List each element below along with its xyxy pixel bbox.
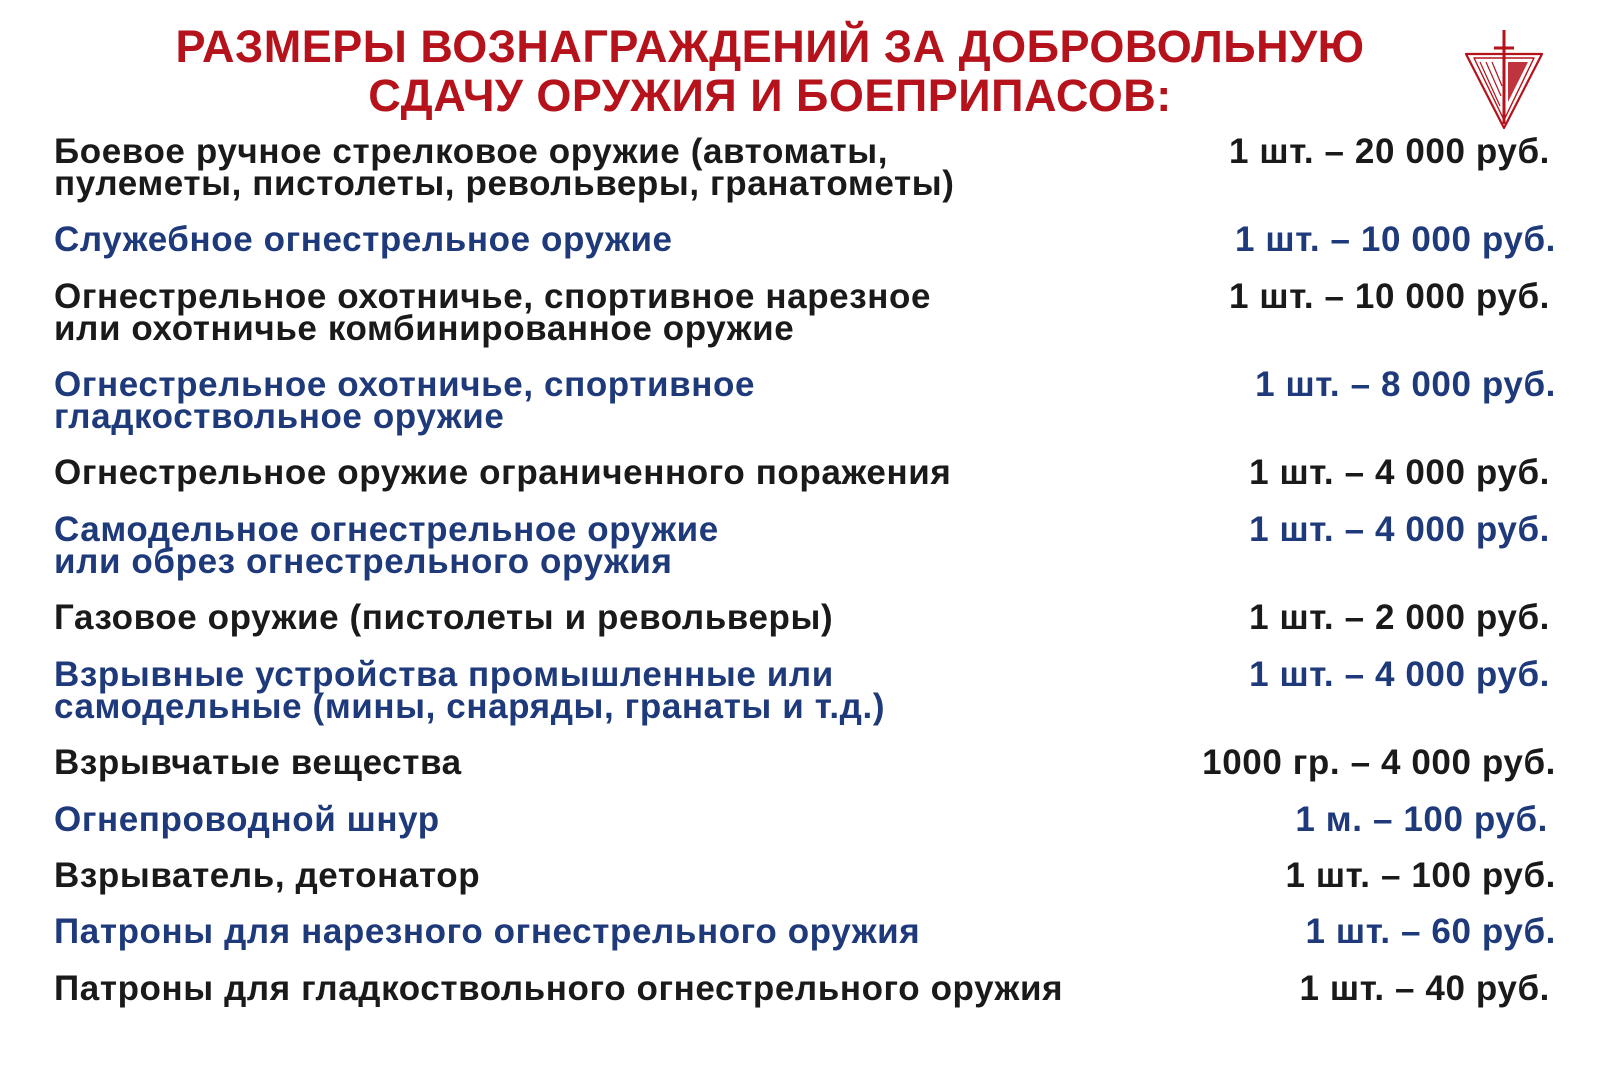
item-name-line-2: гладкоствольное оружие bbox=[54, 397, 505, 436]
item-name bbox=[54, 598, 1174, 637]
item-price: 1 шт. – 10 000 руб. bbox=[1229, 277, 1550, 316]
item-name-line-1: Взрывные устройства промышленные или bbox=[54, 655, 834, 694]
item-price: 1 шт. – 4 000 руб. bbox=[1249, 655, 1550, 694]
item-name bbox=[54, 655, 1174, 726]
item-price: 1 шт. – 60 руб. bbox=[1305, 912, 1556, 951]
item-name-line-1: Огнестрельное охотничье, спортивное нарезное bbox=[54, 277, 932, 316]
item-name bbox=[54, 743, 1174, 782]
item-name bbox=[54, 220, 1174, 259]
item-name bbox=[54, 800, 1174, 839]
item-name-line-2: пулеметы, пистолеты, револьверы, гранатометы) bbox=[54, 164, 955, 203]
page-title-line-2: СДАЧУ ОРУЖИЯ И БОЕПРИПАСОВ: bbox=[368, 70, 1172, 121]
item-price: 1 шт. – 2 000 руб. bbox=[1249, 598, 1550, 637]
item-price: 1 шт. – 100 руб. bbox=[1285, 856, 1556, 895]
item-price: 1000 гр. – 4 000 руб. bbox=[1202, 743, 1556, 782]
item-name-line-1: Взрыватель, детонатор bbox=[54, 856, 481, 895]
item-name-line-1: Газовое оружие (пистолеты и револьверы) bbox=[54, 598, 834, 637]
item-price: 1 м. – 100 руб. bbox=[1295, 800, 1548, 839]
item-price: 1 шт. – 40 руб. bbox=[1299, 969, 1550, 1008]
item-name-line-1: Огнепроводной шнур bbox=[54, 800, 440, 839]
item-price: 1 шт. – 4 000 руб. bbox=[1249, 453, 1550, 492]
item-price: 1 шт. – 4 000 руб. bbox=[1249, 510, 1550, 549]
item-name bbox=[54, 969, 1174, 1008]
item-name-line-2: самодельные (мины, снаряды, гранаты и т.д.) bbox=[54, 687, 886, 726]
item-price: 1 шт. – 20 000 руб. bbox=[1229, 132, 1550, 171]
item-name bbox=[54, 277, 1174, 348]
item-name-line-2: или обрез огнестрельного оружия bbox=[54, 542, 673, 581]
item-name-line-1: Огнестрельное охотничье, спортивное bbox=[54, 365, 756, 404]
item-name bbox=[54, 912, 1174, 951]
item-name bbox=[54, 856, 1174, 895]
item-name bbox=[54, 510, 1174, 581]
item-name bbox=[54, 365, 1174, 436]
item-name-line-1: Служебное огнестрельное оружие bbox=[54, 220, 673, 259]
item-name bbox=[54, 453, 1174, 492]
item-name-line-1: Взрывчатые вещества bbox=[54, 743, 462, 782]
item-price: 1 шт. – 10 000 руб. bbox=[1235, 220, 1556, 259]
item-name-line-2: или охотничье комбинированное оружие bbox=[54, 309, 795, 348]
item-name-line-1: Боевое ручное стрелковое оружие (автоматы, bbox=[54, 132, 889, 171]
page-title-line-1: РАЗМЕРЫ ВОЗНАГРАЖДЕНИЙ ЗА ДОБРОВОЛЬНУЮ bbox=[175, 21, 1365, 72]
item-name-line-1: Самодельное огнестрельное оружие bbox=[54, 510, 719, 549]
item-name-line-1: Огнестрельное оружие ограниченного поражения bbox=[54, 453, 952, 492]
item-name-line-1: Патроны для нарезного огнестрельного оружия bbox=[54, 912, 921, 951]
item-name bbox=[54, 132, 1174, 203]
item-name-line-1: Патроны для гладкоствольного огнестрельного оружия bbox=[54, 969, 1064, 1008]
item-price: 1 шт. – 8 000 руб. bbox=[1255, 365, 1556, 404]
